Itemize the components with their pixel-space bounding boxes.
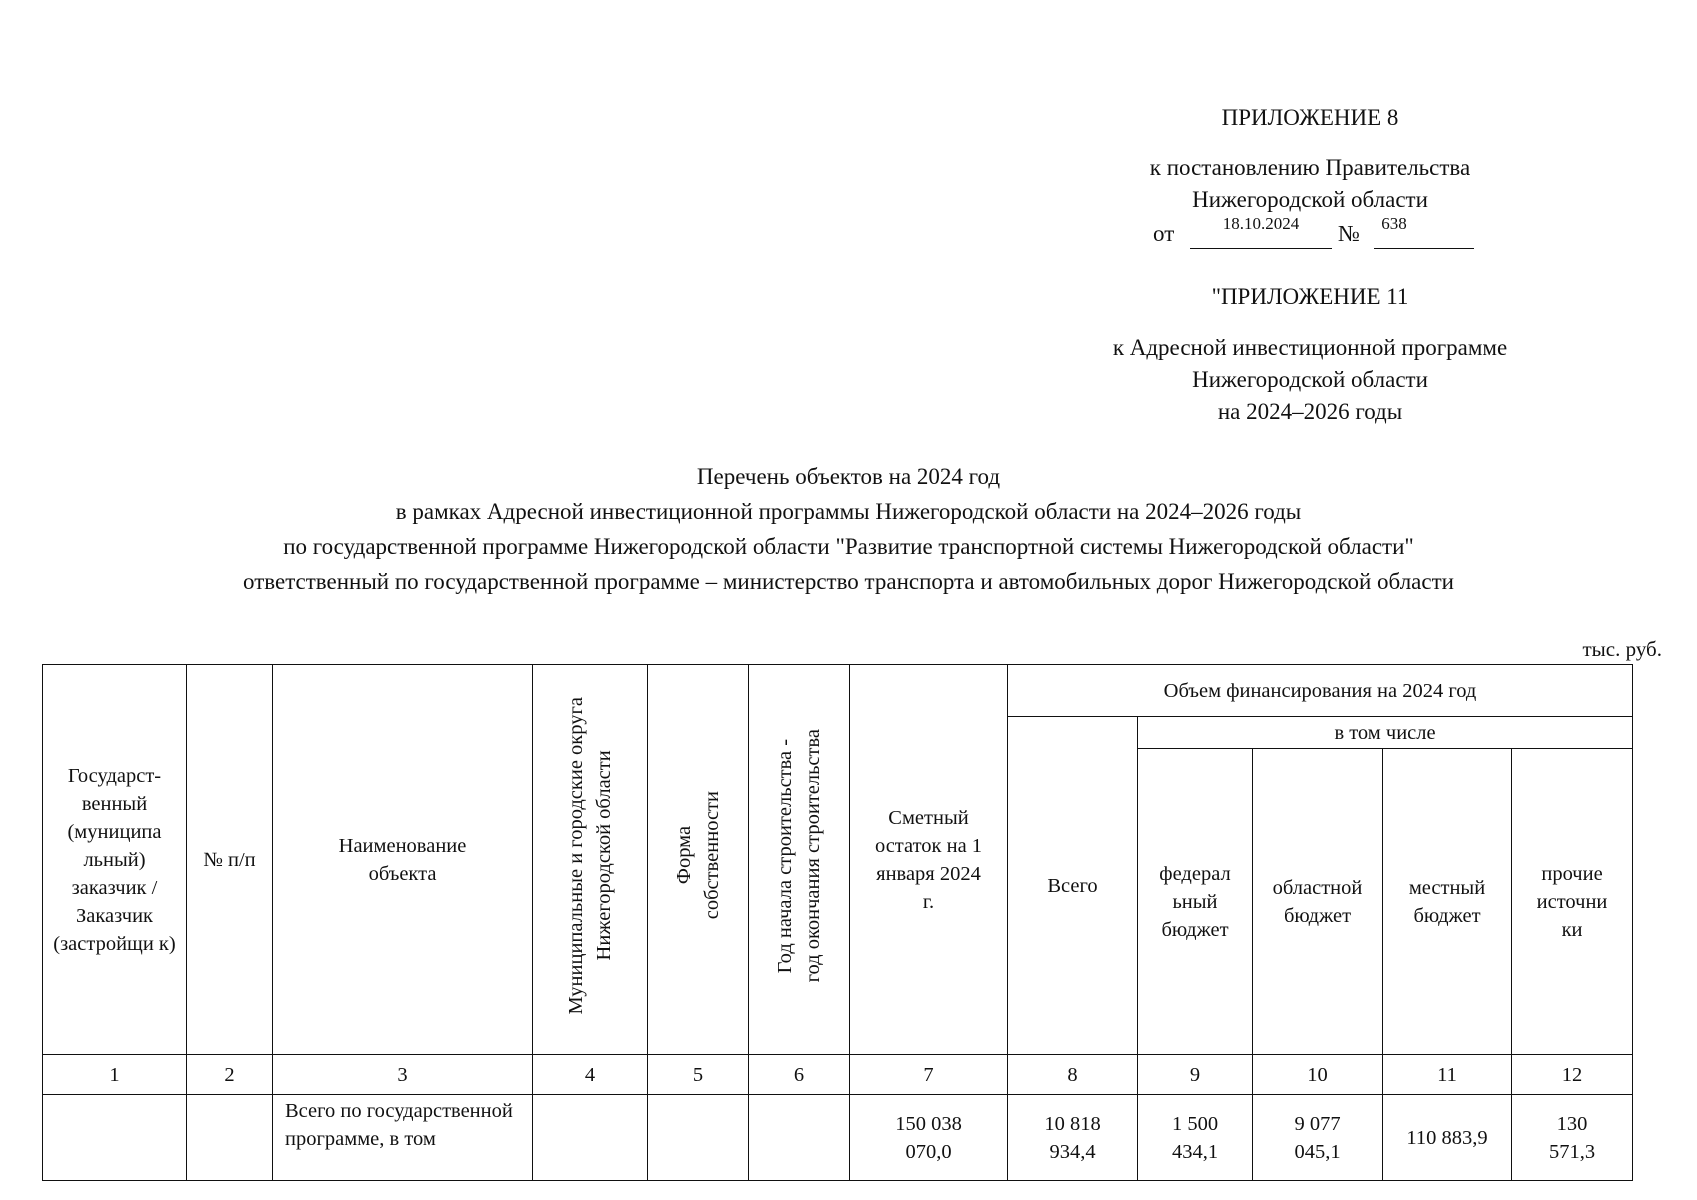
program-line-1: к Адресной инвестиционной программе bbox=[1112, 335, 1508, 360]
header-local-budget: местный бюджет bbox=[1383, 749, 1512, 1055]
list-title-line-1: Перечень объектов на 2024 год bbox=[696, 464, 1001, 489]
column-number: 7 bbox=[850, 1055, 1008, 1095]
row-number bbox=[187, 1095, 273, 1181]
header-municipality-text: Муниципальные и городские округа Нижегородской области bbox=[565, 696, 615, 1015]
row-ownership bbox=[648, 1095, 749, 1181]
header-object-name: Наименование объекта bbox=[273, 665, 533, 1055]
column-number: 1 bbox=[43, 1055, 187, 1095]
header-number: № п/п bbox=[187, 665, 273, 1055]
column-number: 6 bbox=[749, 1055, 850, 1095]
resolution-line-1: к постановлению Правительства bbox=[1149, 155, 1471, 180]
column-number: 11 bbox=[1383, 1055, 1512, 1095]
row-customer bbox=[43, 1095, 187, 1181]
header-years bbox=[749, 665, 850, 1055]
header-other-sources: прочие источни ки bbox=[1512, 749, 1633, 1055]
column-number: 8 bbox=[1008, 1055, 1138, 1095]
row-total: 10 818 934,4 bbox=[1008, 1095, 1138, 1181]
column-number: 10 bbox=[1253, 1055, 1383, 1095]
table-header-row-1 bbox=[43, 665, 1633, 717]
column-number: 4 bbox=[533, 1055, 648, 1095]
column-number: 5 bbox=[648, 1055, 749, 1095]
header-funding-volume: Объем финансирования на 2024 год bbox=[1008, 665, 1633, 717]
objects-table bbox=[42, 664, 1633, 1181]
list-title-line-4: ответственный по государственной программе – министерство транспорта и автомобильных дорог Нижегородской области bbox=[243, 569, 1454, 594]
program-line-3: на 2024–2026 годы bbox=[1217, 399, 1403, 424]
header-ownership-text: Форма собственности bbox=[673, 791, 723, 920]
table-row bbox=[43, 1095, 1633, 1181]
resolution-number: 638 bbox=[1381, 214, 1407, 233]
row-federal-budget: 1 500 434,1 bbox=[1138, 1095, 1253, 1181]
row-regional-budget: 9 077 045,1 bbox=[1253, 1095, 1383, 1181]
column-number: 12 bbox=[1512, 1055, 1633, 1095]
from-label: от bbox=[1153, 221, 1175, 246]
header-federal-budget: федерал ьный бюджет bbox=[1138, 749, 1253, 1055]
program-line-2: Нижегородской области bbox=[1192, 367, 1428, 392]
column-numbers-row bbox=[43, 1055, 1633, 1095]
row-estimate-balance: 150 038 070,0 bbox=[850, 1095, 1008, 1181]
number-sign: № bbox=[1338, 221, 1360, 246]
header-total: Всего bbox=[1008, 717, 1138, 1055]
row-object-name: Всего по государственной программе, в том bbox=[273, 1095, 533, 1181]
header-municipality bbox=[533, 665, 648, 1055]
column-number: 2 bbox=[187, 1055, 273, 1095]
resolution-date: 18.10.2024 bbox=[1222, 214, 1300, 233]
column-number: 9 bbox=[1138, 1055, 1253, 1095]
units-label: тыс. руб. bbox=[1582, 637, 1662, 661]
list-title-line-2: в рамках Адресной инвестиционной программы Нижегородской области на 2024–2026 годы bbox=[395, 499, 1302, 524]
appendix-8-heading: ПРИЛОЖЕНИЕ 8 bbox=[1221, 105, 1399, 130]
row-local-budget: 110 883,9 bbox=[1383, 1095, 1512, 1181]
list-title-line-3: по государственной программе Нижегородской области "Развитие транспортной системы Нижегородской области" bbox=[283, 534, 1414, 559]
row-years bbox=[749, 1095, 850, 1181]
header-regional-budget: областной бюджет bbox=[1253, 749, 1383, 1055]
appendix-11-heading: "ПРИЛОЖЕНИЕ 11 bbox=[1211, 284, 1409, 309]
header-including: в том числе bbox=[1138, 717, 1633, 749]
header-ownership bbox=[648, 665, 749, 1055]
row-other-sources: 130 571,3 bbox=[1512, 1095, 1633, 1181]
header-years-text: Год начала строительства - год окончания строительства bbox=[774, 728, 824, 983]
column-number: 3 bbox=[273, 1055, 533, 1095]
resolution-line-2: Нижегородской области bbox=[1192, 187, 1428, 212]
header-customer: Государст-венный (муниципа льный) заказчик / Заказчик (застройщи к) bbox=[43, 665, 187, 1055]
row-municipality bbox=[533, 1095, 648, 1181]
header-estimate-balance: Сметный остаток на 1 января 2024 г. bbox=[850, 665, 1008, 1055]
